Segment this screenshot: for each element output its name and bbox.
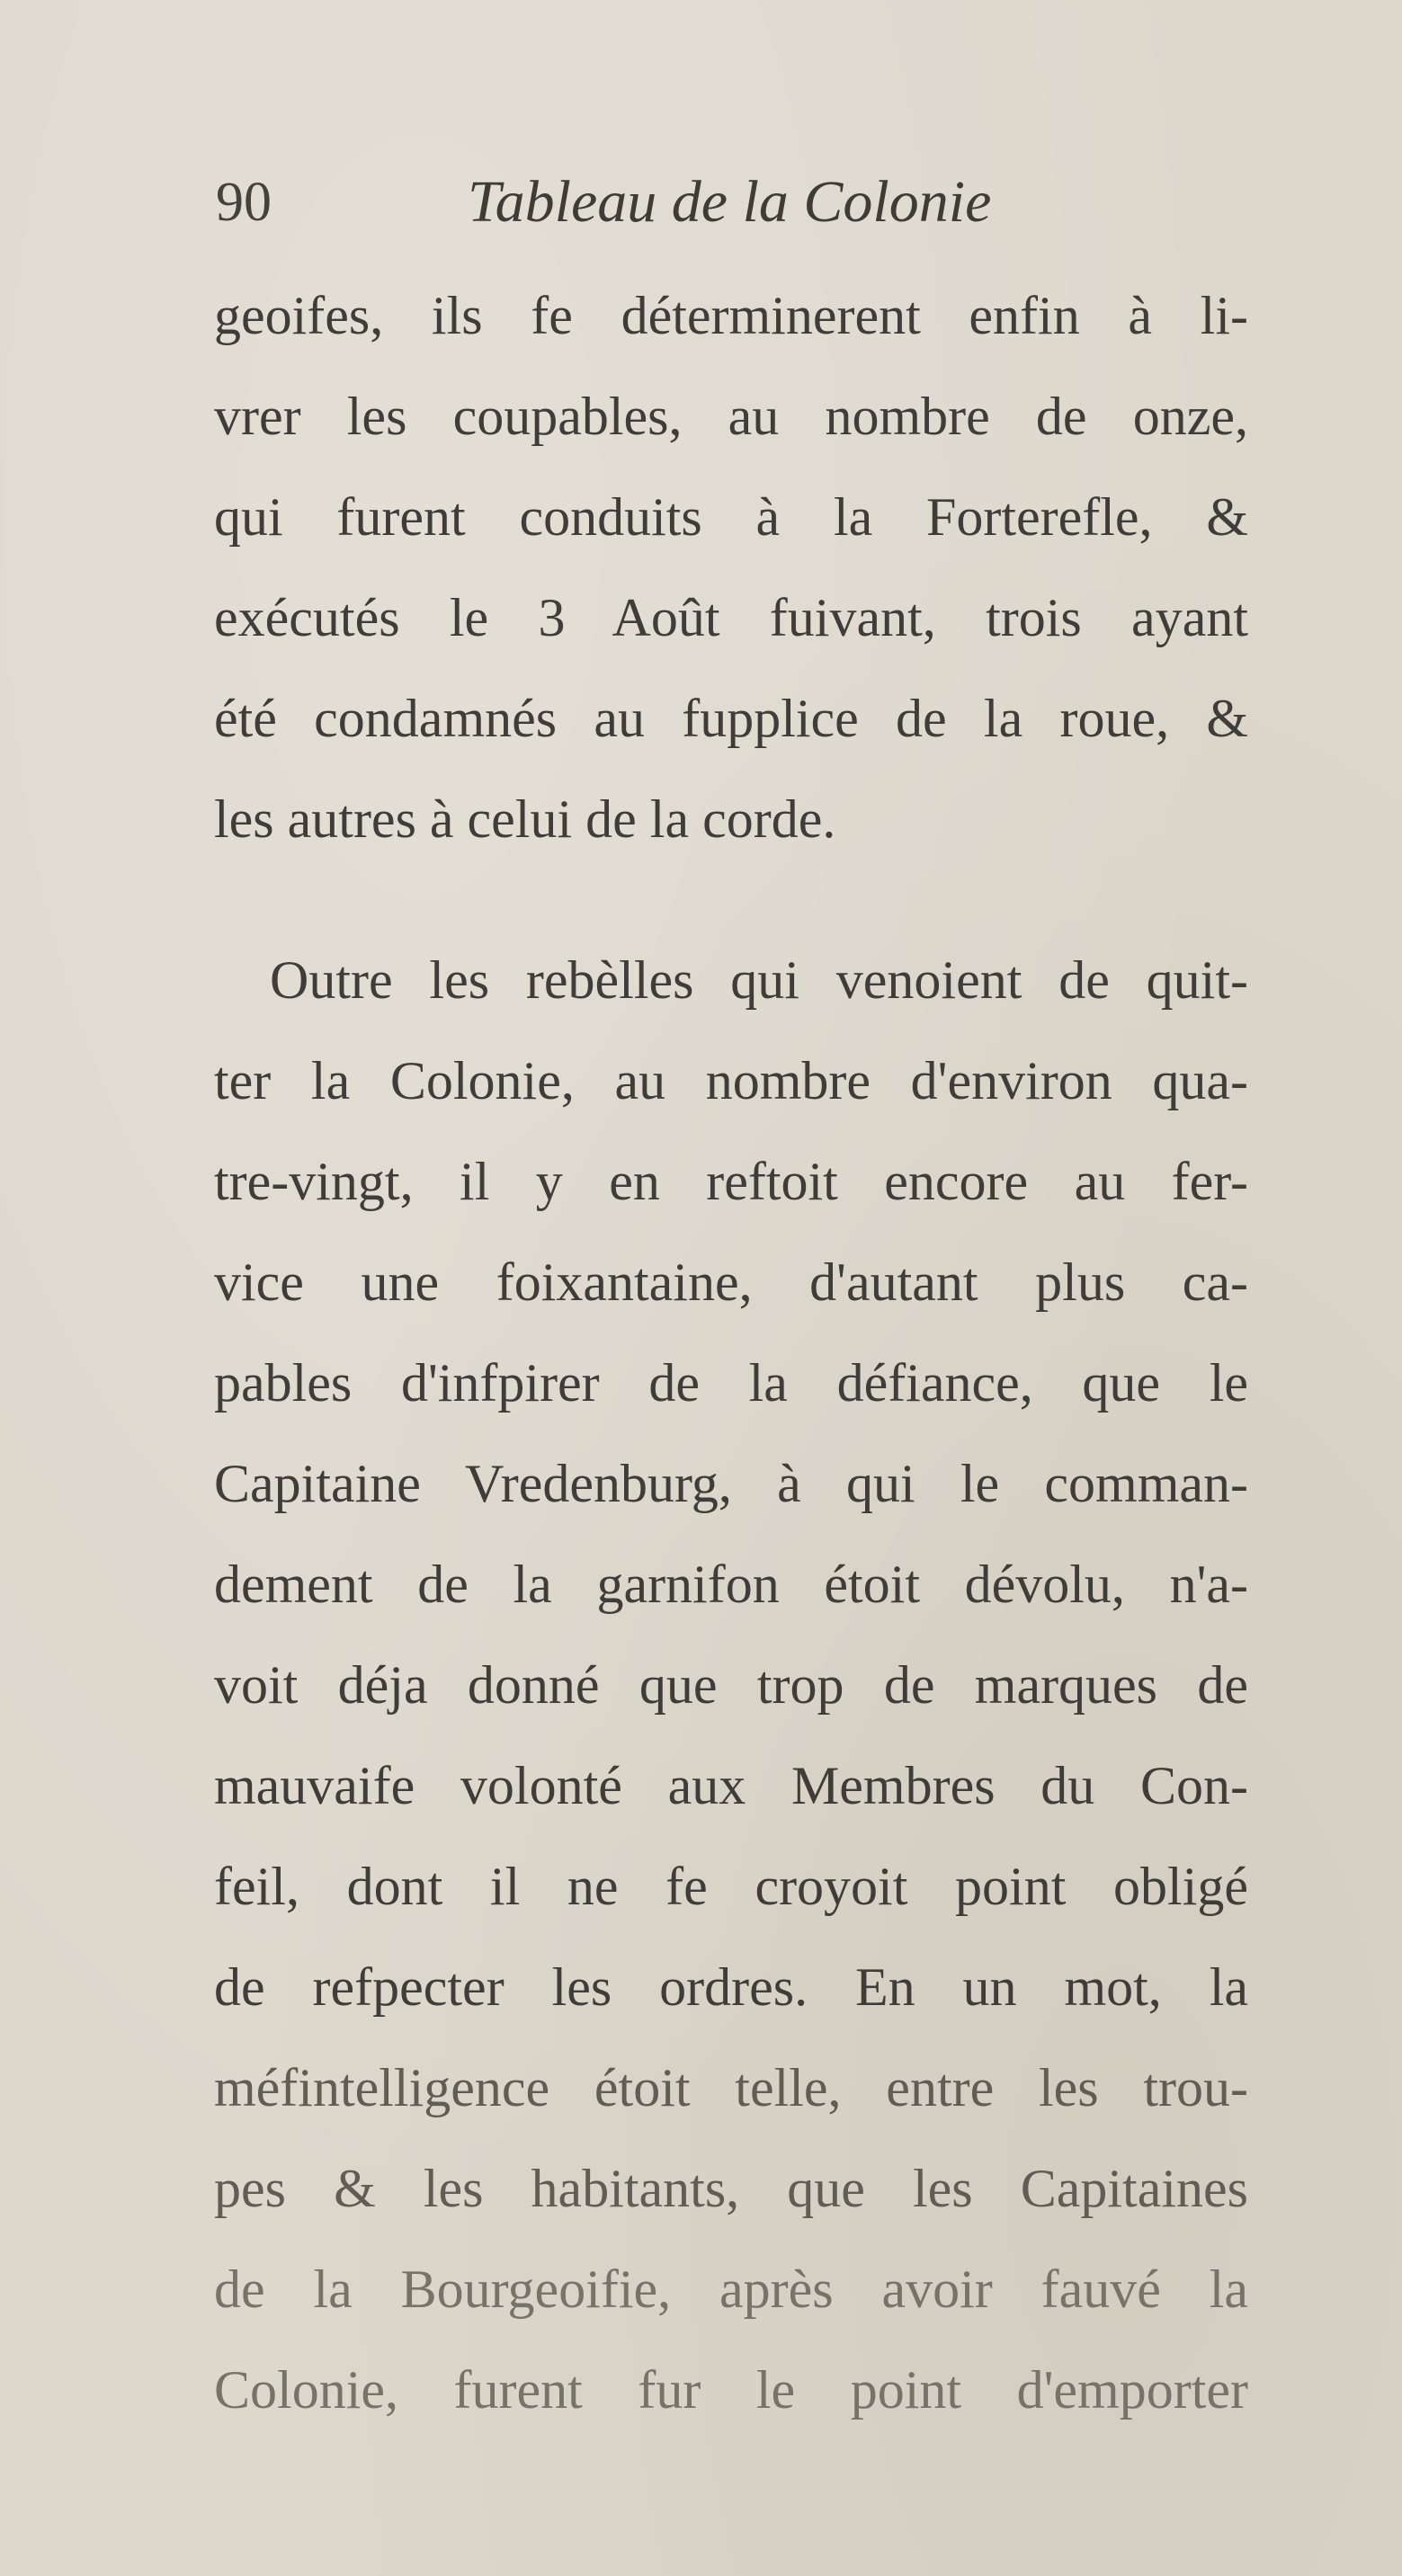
running-title: Tableau de la Colonie [468, 169, 992, 235]
text-line: méfintelligence étoit telle, entre les trou- [214, 2058, 1248, 2117]
text-line: été condamnés au fupplice de la roue, & [214, 689, 1248, 748]
text-line: vrer les coupables, au nombre de onze, [214, 387, 1248, 446]
text-line: de la Bourgeoifie, après avoir fauvé la [214, 2260, 1248, 2319]
text-line: pes & les habitants, que les Capitaines [214, 2159, 1248, 2218]
text-line: dement de la garnifon étoit dévolu, n'a- [214, 1555, 1248, 1614]
page-header [216, 162, 1205, 243]
text-line: les autres à celui de la corde. [214, 789, 836, 849]
text-line: geoifes, ils fe déterminerent enfin à li- [214, 286, 1248, 345]
text-line: vice une foixantaine, d'autant plus ca- [214, 1252, 1248, 1312]
text-line: Colonie, furent fur le point d'emporter [214, 2360, 1248, 2420]
paragraph-2 [214, 930, 1248, 2440]
paragraph-1 [214, 265, 1248, 869]
text-line: feil, dont il ne fe croyoit point obligé [214, 1857, 1248, 1916]
text-line: mauvaife volonté aux Membres du Con- [214, 1756, 1248, 1815]
text-line: tre-vingt, il y en reftoit encore au fer- [214, 1152, 1248, 1211]
text-line: Capitaine Vredenburg, à qui le comman- [214, 1454, 1248, 1513]
text-line: pables d'infpirer de la défiance, que le [214, 1353, 1248, 1413]
text-line: de refpecter les ordres. En un mot, la [214, 1957, 1248, 2017]
text-line: exécutés le 3 Août fuivant, trois ayant [214, 588, 1248, 647]
text-line: voit déja donné que trop de marques de [214, 1655, 1248, 1715]
paragraph-break [214, 869, 1248, 930]
body-text [214, 265, 1248, 2440]
text-line: ter la Colonie, au nombre d'environ qua- [214, 1051, 1248, 1110]
text-line: Outre les rebèlles qui venoient de quit- [270, 950, 1248, 1010]
page-number: 90 [216, 172, 272, 233]
text-line: qui furent conduits à la Forterefle, & [214, 487, 1248, 547]
